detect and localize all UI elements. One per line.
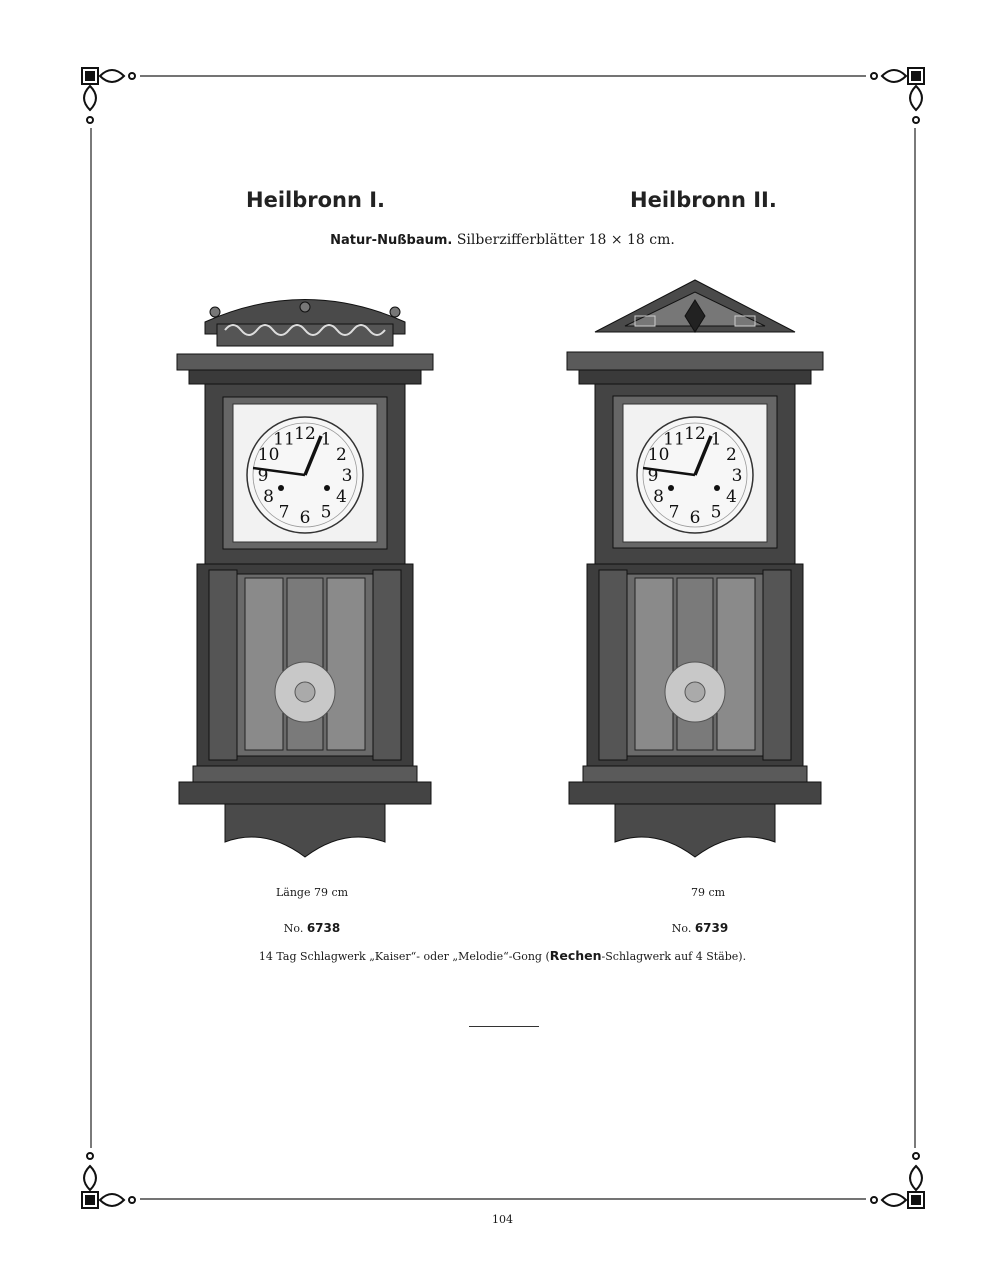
description-line <box>0 948 1005 963</box>
left-model-number <box>262 921 362 935</box>
left-length-caption: Länge 79 cm <box>275 886 349 899</box>
dial-numeral: 10 <box>257 445 280 465</box>
dial-numeral: 6 <box>689 508 701 528</box>
dial-numeral: 8 <box>263 487 275 507</box>
dial-numeral: 5 <box>320 502 332 523</box>
dial-numeral: 12 <box>684 424 706 444</box>
clock-illustration <box>175 282 435 877</box>
dial-numeral: 9 <box>647 466 659 486</box>
dial-numeral: 7 <box>668 502 680 523</box>
subtitle <box>0 232 1005 248</box>
right-length-caption: 79 cm <box>690 886 726 899</box>
subtitle-bold: Natur-Nußbaum. <box>330 233 453 248</box>
left-title: Heilbronn I. <box>246 188 386 212</box>
left-no-value: 6738 <box>306 921 341 935</box>
right-no-value: 6739 <box>694 921 729 935</box>
dial-numeral: 4 <box>725 487 737 507</box>
dial-numeral: 11 <box>663 429 685 450</box>
right-model-number <box>650 921 750 935</box>
ornamental-corner-icon <box>80 1150 140 1210</box>
dial-numeral: 12 <box>294 424 316 444</box>
left-clock <box>177 300 433 858</box>
dial-numeral: 10 <box>647 445 670 465</box>
right-no-prefix: No. <box>671 922 692 935</box>
dial-numeral: 4 <box>335 487 347 507</box>
clock-illustration <box>565 280 825 875</box>
right-clock <box>567 280 823 857</box>
left-no-prefix: No. <box>283 922 304 935</box>
dial-numeral: 9 <box>257 466 269 486</box>
dial-numeral: 1 <box>710 429 722 450</box>
dial-numeral: 1 <box>320 429 332 450</box>
dial-numeral: 3 <box>341 466 353 486</box>
ornamental-corner-icon <box>866 1150 926 1210</box>
dial-numeral: 11 <box>273 429 295 450</box>
dial-numeral: 2 <box>725 445 737 465</box>
description-bold: Rechen <box>549 948 602 963</box>
ornamental-corner-icon <box>866 66 926 126</box>
divider <box>469 1026 539 1027</box>
subtitle-rest: Silberzifferblätter 18 × 18 cm. <box>456 232 675 248</box>
page-number: 104 <box>492 1213 513 1226</box>
description-part2: -Schlagwerk auf 4 Stäbe). <box>601 950 747 963</box>
dial-numeral: 2 <box>335 445 347 465</box>
dial-numeral: 6 <box>299 508 311 528</box>
dial-numeral: 8 <box>653 487 665 507</box>
ornamental-corner-icon <box>80 66 140 126</box>
dial-numeral: 7 <box>278 502 290 523</box>
right-title: Heilbronn II. <box>630 188 777 212</box>
description-part1: 14 Tag Schlagwerk „Kaiser“- oder „Melodie“-Gong ( <box>258 950 550 963</box>
dial-numeral: 5 <box>710 502 722 523</box>
dial-numeral: 3 <box>731 466 743 486</box>
